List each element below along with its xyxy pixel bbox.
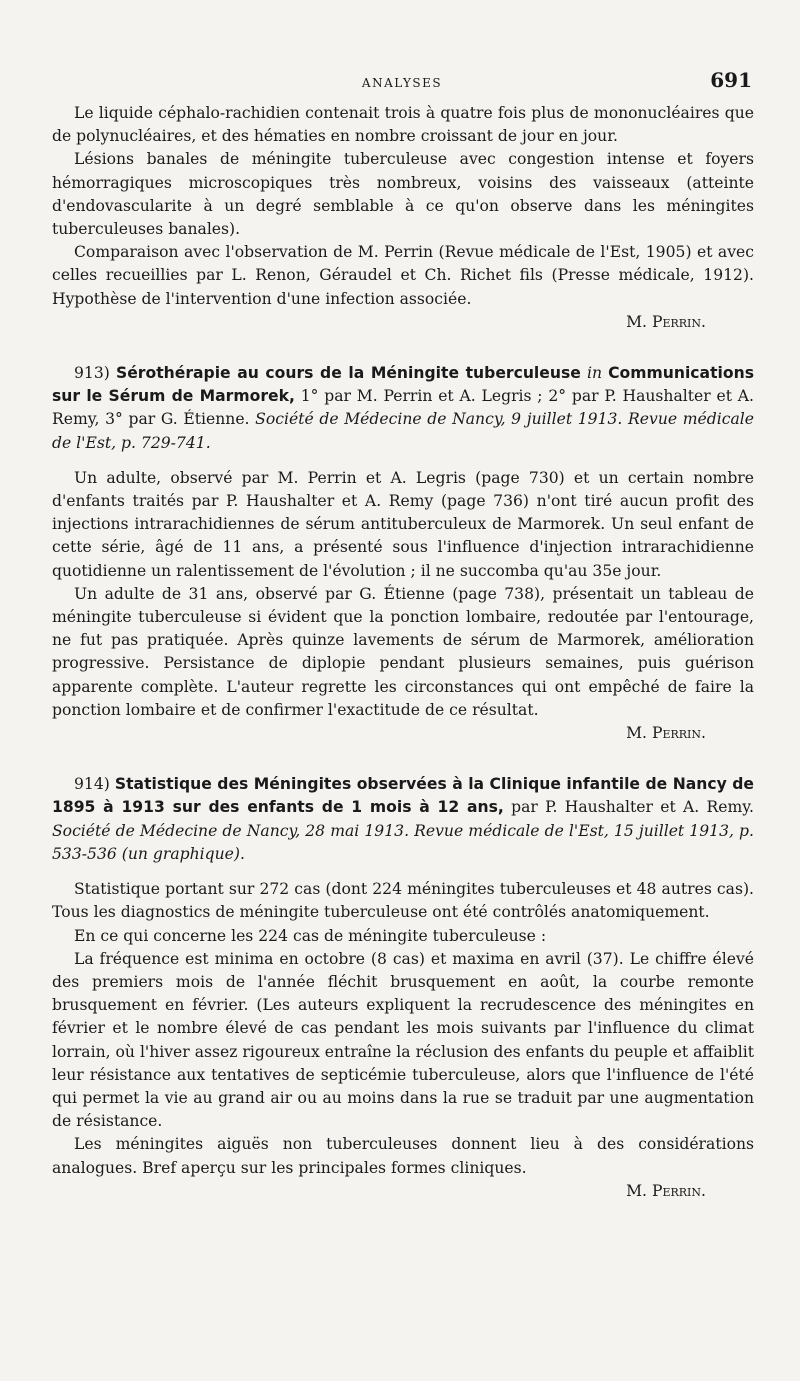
- intro-paragraph-3: Comparaison avec l'observation de M. Perrin (Revue médicale de l'Est, 1905) et avec celles recueillies par L. Renon, Géraudel et Ch. Richet fils (Presse médicale, 1912). Hypothèse de l'intervention d'une infection associée.: [52, 243, 754, 308]
- entry-914-number: 914): [74, 775, 110, 794]
- entry-913-number: 913): [74, 364, 110, 383]
- entry-913-title-in: in: [586, 364, 602, 383]
- page-number: 691: [710, 68, 752, 92]
- entry-914-title: Statistique des Méningites observées à la Clinique infantile de Nancy de 1895 à 1913 sur des enfants de 1 mois à 12 ans,: [52, 775, 754, 817]
- spacer: [52, 866, 754, 878]
- entry-913-paragraph-2: Un adulte de 31 ans, observé par G. Étienne (page 738), présentait un tableau de méningite tuberculeuse si évident que la ponction lombaire, redoutée par l'entourage, ne fut pas pratiquée. Après quinze lavements de sérum de Marmorek, amélioration progressive. Persistance de diplopie pendant plusieurs semaines, puis guérison apparente complète. L'auteur regrette les circonstances qui ont empêché de faire la ponction lombaire et de confirmer l'exactitude de ce résultat.: [52, 584, 754, 719]
- entry-913-signature: M. Perrin.: [626, 724, 706, 743]
- running-head: ANALYSES: [361, 76, 443, 90]
- entry-913-title-part2: Communications sur le Sérum de Marmorek,: [52, 364, 754, 406]
- entry-913-source: Société de Médecine de Nancy, 9 juillet 1913. Revue médicale de l'Est, p. 729-741.: [52, 410, 754, 452]
- page-header: [52, 68, 752, 94]
- entry-913-authors: 1° par M. Perrin et A. Legris ; 2° par P. Haushalter et A. Remy, 3° par G. Étienne.: [52, 387, 754, 429]
- entry-913-heading: [52, 362, 754, 455]
- entry-914-paragraph-4: Les méningites aiguës non tuberculeuses donnent lieu à des considérations analogues. Bref aperçu sur les principales formes cliniques.: [52, 1135, 754, 1177]
- entry-914-paragraph-2: En ce qui concerne les 224 cas de méningite tuberculeuse :: [74, 926, 547, 945]
- entry-914-heading: [52, 773, 754, 866]
- page-body: [52, 102, 754, 1203]
- spacer: [52, 745, 754, 773]
- entry-913-paragraph-1: Un adulte, observé par M. Perrin et A. Legris (page 730) et un certain nombre d'enfants traités par P. Haushalter et A. Remy (page 736) n'ont tiré aucun profit des injections intrarachidiennes de sérum antituberculeux de Marmorek. Un seul enfant de cette série, âgé de 11 ans, a présenté sous l'influence d'injection intrarachidienne quotidienne un ralentissement de l'évolution ; il ne succomba qu'au 35e jour.: [52, 468, 754, 580]
- intro-paragraph-2: Lésions banales de méningite tuberculeuse avec congestion intense et foyers hémorragiques microscopiques très nombreux, voisins des vaisseaux (atteinte d'endovascularite à un degré semblable à ce qu'on observe dans les méningites tuberculeuses banales).: [52, 150, 754, 239]
- entry-914-source: Société de Médecine de Nancy, 28 mai 1913. Revue médicale de l'Est, 15 juillet 1913, p. 533-536 (un graphique).: [52, 821, 754, 863]
- entry-914-paragraph-1: Statistique portant sur 272 cas (dont 224 méningites tuberculeuses et 48 autres cas). Tous les diagnostics de méningite tuberculeuse ont été contrôlés anatomiquement.: [52, 880, 754, 922]
- spacer: [52, 334, 754, 362]
- entry-914-paragraph-3: La fréquence est minima en octobre (8 cas) et maxima en avril (37). Le chiffre élevé des premiers mois de l'année fléchit brusquement en août, la courbe remonte brusquement en février. (Les auteurs expliquent la recrudescence des méningites en février et le nombre élevé de cas pendant les mois suivants par l'influence du climat lorrain, où l'hiver assez rigoureux entraîne la réclusion des enfants du peuple et affaiblit leur résistance aux tentatives de septicémie tuberculeuse, alors que l'influence de l'été qui permet la vie au grand air ou au moins dans la rue se traduit par une augmentation de résistance.: [52, 949, 754, 1131]
- entry-914-signature: M. Perrin.: [626, 1181, 706, 1200]
- entry-913-title-part1: Sérothérapie au cours de la Méningite tuberculeuse: [115, 364, 581, 383]
- intro-signature: M. Perrin.: [626, 312, 706, 331]
- intro-paragraph-1: Le liquide céphalo-rachidien contenait trois à quatre fois plus de mononucléaires que de polynucléaires, et des hématies en nombre croissant de jour en jour.: [52, 104, 754, 146]
- entry-914-authors: par P. Haushalter et A. Remy.: [511, 798, 755, 817]
- spacer: [52, 455, 754, 467]
